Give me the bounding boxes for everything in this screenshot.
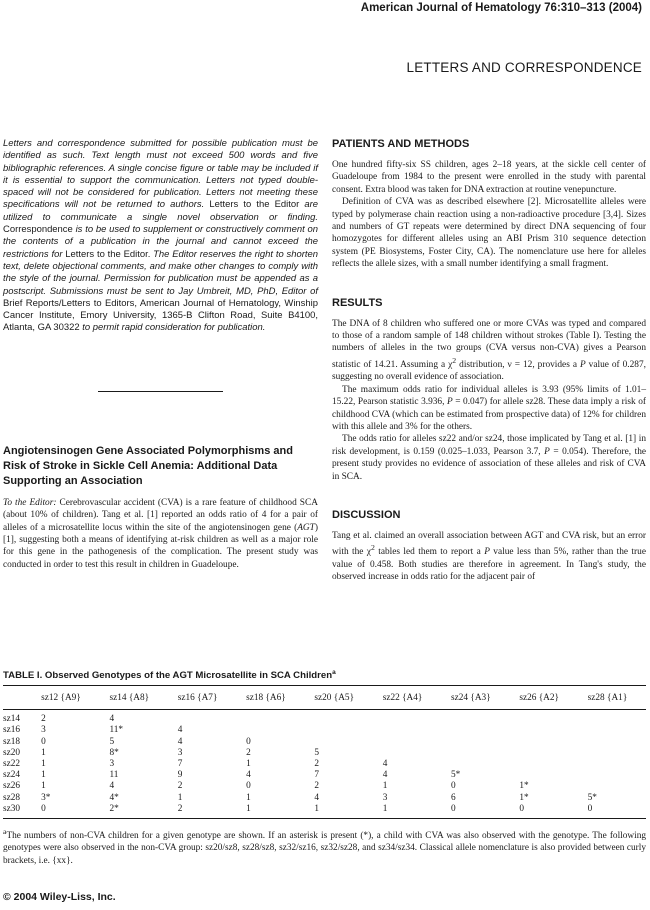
table-cell bbox=[441, 759, 509, 770]
table-cell: 2 bbox=[246, 747, 251, 758]
table-cell bbox=[441, 710, 509, 726]
divider-rule bbox=[98, 391, 223, 392]
row-label-cell: sz18 bbox=[3, 736, 21, 747]
table-cell bbox=[578, 781, 646, 792]
table-block bbox=[3, 669, 646, 867]
article-title: Angiotensinogen Gene Associated Polymorphisms and Risk of Stroke in Sickle Cell Anemia: Additional Data Supporting an Association bbox=[3, 444, 293, 487]
row-label-cell: sz30 bbox=[3, 803, 21, 814]
results-paragraph bbox=[332, 318, 646, 384]
table-cell: 1 bbox=[246, 792, 251, 803]
table-cell bbox=[578, 725, 646, 736]
table-row bbox=[3, 770, 646, 781]
table-cell: 9 bbox=[177, 770, 183, 781]
table-row bbox=[3, 793, 646, 804]
methods-paragraph: Definition of CVA was as described elsewhere [2]. Microsatellite alleles were typed by polymerase chain reaction using a non-radioactive procedure [3,4]. Sizes and numbers of GT repeats were determined by direct DNA sequencing of four homozygotes for different alleles using an ABI Prism 310 sequence detection system (PE Biosystems, Foster City, CA). The nomenclature use here for alleles reflects the allele sizes, with a small number identifying a small fragment. bbox=[332, 197, 646, 270]
table-cell: 4 bbox=[246, 770, 251, 781]
editorial-note-upright: Letters to the Editor bbox=[209, 199, 300, 211]
intro-text: Cerebrovascular accident (CVA) is a rare feature of childhood SCA (about 10% of children). Tang et al. [1] reported an odds ratio of 4 for a pair of alleles of a microsatellite locus within the site of the angiotensinogen gene ( bbox=[3, 497, 318, 533]
row-label-cell: sz26 bbox=[3, 781, 21, 792]
table-cell bbox=[168, 710, 236, 726]
editorial-note-part: to permit rapid consideration for publication. bbox=[79, 322, 266, 334]
table-cell: 3 bbox=[382, 792, 388, 803]
editorial-note-part: Letters and correspondence submitted for possible publication must be identified as such. Text length must not exceed 500 words and five bibliographic references. A single concise figure or table may be included if it is essential to support the communication. Letters not typed double-spaced will not be considered for publication. Letters not meeting these specifications will not be returned to authors. bbox=[3, 138, 318, 211]
table-cell: 4 bbox=[382, 759, 388, 769]
table-cell: 1* bbox=[519, 781, 529, 792]
table-cell bbox=[509, 748, 577, 759]
table-cell: 4 bbox=[109, 781, 115, 792]
table-cell: 2 bbox=[41, 714, 46, 725]
table-cell: 3 bbox=[109, 759, 115, 769]
row-label-cell: sz22 bbox=[3, 759, 21, 769]
results-paragraph bbox=[332, 433, 646, 483]
table-cell bbox=[509, 710, 577, 726]
editorial-note bbox=[3, 138, 318, 335]
table-cell: 11 bbox=[109, 770, 119, 781]
table-cell bbox=[578, 759, 646, 770]
table-cell: 7 bbox=[177, 759, 183, 769]
table-cell bbox=[578, 710, 646, 726]
table-cell bbox=[373, 748, 441, 759]
discussion-heading: DISCUSSION bbox=[332, 509, 401, 522]
table-cell bbox=[373, 725, 441, 736]
table-cell: 4 bbox=[109, 714, 115, 725]
table-cell: 3* bbox=[41, 792, 51, 803]
table-cell bbox=[304, 737, 372, 748]
table-header-cell: sz22 {A4} bbox=[382, 693, 423, 704]
table-row bbox=[3, 781, 646, 792]
table-cell bbox=[236, 710, 304, 726]
editorial-note-upright: Brief Reports/Letters to Editors, American Journal of Hematology, Winship Cancer Institute, Emory University, 1365-B Clifton Road, Suite B4100, Atlanta, GA 30322 bbox=[3, 297, 318, 334]
table-cell: 1 bbox=[382, 803, 388, 814]
table-header-cell: sz20 {A5} bbox=[314, 693, 355, 704]
table-cell: 1 bbox=[246, 803, 251, 814]
table-header-cell: sz18 {A6} bbox=[246, 693, 286, 704]
table-cell: 2 bbox=[177, 803, 183, 814]
editorial-note-part: The Editor reserves the right to shorten text, delete objectional comments, and make other changes to comply with the style of the journal. Permission for publication must be appended as a postscript. Submissions must be sent to Jay Umbreit, MD, PhD, Editor of bbox=[3, 248, 318, 297]
table-cell: 2 bbox=[314, 781, 320, 792]
table-cell: 5* bbox=[587, 792, 597, 803]
table-cell: 5 bbox=[314, 747, 320, 758]
p-symbol: P bbox=[579, 359, 586, 370]
table-footnote bbox=[3, 826, 646, 867]
table-cell: 7 bbox=[314, 770, 320, 781]
table-cell: 11* bbox=[109, 725, 124, 736]
table-header-cell: sz28 {A1} bbox=[587, 693, 628, 704]
row-label-cell: sz24 bbox=[3, 770, 21, 781]
intro-text: ) [1], suggesting both a means of identifying at-risk children as well as a major role for this gene in the pathogenesis of the complication. The present study was conducted in order to test this result in children in Guadeloupe. bbox=[3, 522, 318, 570]
genotype-table bbox=[3, 685, 646, 819]
table-header-cell: sz16 {A7} bbox=[177, 693, 218, 704]
table-cell: 4 bbox=[177, 725, 183, 736]
table-cell: 0 bbox=[451, 781, 456, 792]
table-title-text: TABLE I. Observed Genotypes of the AGT Microsatellite in SCA Children bbox=[3, 670, 333, 682]
row-label-cell: sz28 bbox=[3, 792, 21, 803]
table-cell bbox=[304, 725, 372, 736]
table-row bbox=[3, 710, 646, 726]
left-column bbox=[3, 138, 318, 571]
table-cell: 6 bbox=[451, 792, 456, 803]
table-title bbox=[3, 669, 646, 681]
table-cell: 4* bbox=[109, 792, 119, 803]
table-cell: 0 bbox=[41, 736, 46, 747]
table-row bbox=[3, 759, 646, 770]
right-column bbox=[332, 138, 646, 584]
copyright: © 2004 Wiley-Liss, Inc. bbox=[3, 891, 116, 903]
results-text: value of 0.287, suggesting no overall evidence of association. bbox=[332, 359, 646, 383]
table-cell bbox=[373, 737, 441, 748]
row-label-cell: sz16 bbox=[3, 725, 21, 736]
table-cell: 1 bbox=[41, 781, 46, 792]
table-cell: 1* bbox=[519, 792, 529, 803]
table-row bbox=[3, 725, 646, 736]
table-cell bbox=[373, 710, 441, 726]
table-cell: 3 bbox=[41, 725, 46, 736]
discussion-text: value less than 5%, rather than the true value of 0.458. Both studies are therefore in agreement. In Tang's study, the observed increase in odds ratio for the adjacent pair of bbox=[332, 547, 646, 583]
p-symbol: P bbox=[484, 547, 490, 558]
superscript: 2 bbox=[452, 355, 457, 365]
row-label-cell: sz14 bbox=[3, 714, 21, 725]
table-cell bbox=[509, 759, 577, 770]
table-cell: 0 bbox=[246, 736, 251, 747]
table-title-sup: a bbox=[332, 669, 336, 676]
table-cell: 2 bbox=[177, 781, 183, 792]
results-text: The odds ratio for alleles sz22 and/or sz24, those implicated by Tang et al. [1] in risk development, is 0.159 (0.025–1.033, Pearson 3.7, bbox=[332, 434, 646, 457]
discussion-text: Tang et al. claimed an overall association between AGT and CVA risk, but an error with the χ bbox=[332, 531, 646, 558]
table-header-row bbox=[3, 686, 646, 710]
discussion-paragraph bbox=[332, 530, 646, 584]
table-cell: 0 bbox=[519, 803, 524, 814]
table-cell bbox=[441, 725, 509, 736]
table-cell: 5 bbox=[109, 736, 115, 747]
salutation: To the Editor: bbox=[3, 497, 57, 508]
article-intro bbox=[3, 497, 318, 571]
table-cell: 4 bbox=[382, 770, 388, 781]
methods-heading: PATIENTS AND METHODS bbox=[332, 138, 470, 150]
discussion-text: tables led them to report a bbox=[374, 547, 485, 558]
methods-paragraph: One hundred fifty-six SS children, ages 2–18 years, at the sickle cell center of Guadeloupe from 1984 to the present were enrolled in the study with parental consent. Extra blood was taken for DNA extraction at routine venepuncture. bbox=[332, 160, 646, 195]
journal-reference: American Journal of Hematology 76:310–313 (2004) bbox=[360, 2, 642, 14]
table-cell: 5* bbox=[451, 770, 461, 781]
table-header-cell: sz26 {A2} bbox=[519, 693, 559, 704]
table-header-cell: sz24 {A3} bbox=[451, 693, 491, 704]
editorial-note-upright: Letters to the Editor. bbox=[65, 248, 151, 260]
table-cell: 1 bbox=[41, 770, 46, 781]
footnote-sup: a bbox=[3, 827, 7, 837]
table-header-corner bbox=[3, 686, 31, 710]
p-symbol: P bbox=[544, 446, 550, 457]
table-cell: 4 bbox=[177, 736, 183, 747]
table-row bbox=[3, 804, 646, 819]
table-cell: 2* bbox=[109, 803, 119, 814]
table-cell: 1 bbox=[41, 759, 46, 769]
superscript: 2 bbox=[370, 543, 375, 553]
table-cell: 0 bbox=[451, 803, 456, 814]
table-cell: 1 bbox=[41, 747, 46, 758]
footnote-text: The numbers of non-CVA children for a given genotype are shown. If an asterisk is present (*), a child with CVA was also observed with the genotype. The following genotypes were also observed in the non-CVA group: sz20/sz8, sz28/sz8, sz32/sz16, sz32/sz28, and sz34/sz34. Classical allele nomenclature is also provided between curly brackets, i.e. {xx}. bbox=[3, 831, 646, 866]
table-cell bbox=[441, 737, 509, 748]
results-text: The maximum odds ratio for individual alleles is 3.93 (95% limits of 1.01–15.22, Pearson statistic 3.936, bbox=[332, 384, 646, 408]
table-cell bbox=[509, 770, 577, 781]
table-cell: 8* bbox=[109, 747, 119, 758]
table-cell bbox=[509, 725, 577, 736]
p-symbol: P bbox=[446, 397, 453, 408]
table-cell bbox=[578, 737, 646, 748]
table-cell: 2 bbox=[314, 759, 320, 769]
table-header-cell: sz14 {A8} bbox=[109, 693, 150, 704]
results-text: = 0.054). Therefore, the present study provides no evidence of association of these alleles and risk of CVA in SCA. bbox=[332, 446, 647, 482]
table-cell bbox=[236, 725, 304, 736]
table-cell: 3 bbox=[177, 747, 183, 758]
table-cell bbox=[441, 748, 509, 759]
table-cell: 0 bbox=[246, 781, 251, 792]
table-cell: 1 bbox=[177, 792, 183, 803]
results-paragraph bbox=[332, 384, 646, 434]
results-text: The DNA of 8 children who suffered one or more CVAs was typed and compared to those of a random sample of 148 children without strokes (Table I). Testing the numbers of alleles in the two groups (CVA versus non-CVA) gives a Pearson statistic of 14.21. Assuming a χ bbox=[332, 318, 646, 370]
table-body bbox=[3, 710, 646, 819]
table-cell: 0 bbox=[587, 803, 593, 814]
results-text: = 0.047) for allele sz28. These data imply a risk of childhood CVA (which can be estimated from prospective data) of 12% for children with this allele and 3% for the others. bbox=[332, 397, 646, 433]
gene-symbol: AGT bbox=[297, 522, 315, 533]
table-row bbox=[3, 748, 646, 759]
section-header: LETTERS AND CORRESPONDENCE bbox=[406, 60, 642, 75]
table-cell bbox=[509, 737, 577, 748]
table-row bbox=[3, 737, 646, 748]
table-cell: 4 bbox=[314, 792, 320, 803]
results-heading: RESULTS bbox=[332, 296, 383, 309]
table-cell: 1 bbox=[314, 803, 320, 814]
editorial-note-upright: Correspondence bbox=[3, 224, 73, 236]
table-cell: 1 bbox=[382, 781, 388, 792]
table-cell: 1 bbox=[246, 759, 251, 769]
row-label-cell: sz20 bbox=[3, 747, 21, 758]
table-cell: 0 bbox=[41, 803, 46, 814]
editorial-note-part: are utilized to communicate a single novel observation or finding. bbox=[3, 199, 318, 223]
editorial-note-part: is to be used to supplement or constructively comment on the contents of a publication in the journal and cannot exceed the restrictions for bbox=[3, 224, 318, 260]
results-text: distribution, ν = 12, provides a bbox=[456, 359, 580, 370]
table-cell bbox=[578, 748, 646, 759]
table-cell bbox=[578, 770, 646, 781]
table-cell bbox=[304, 710, 372, 726]
table-header-cell: sz12 {A9} bbox=[41, 693, 81, 704]
